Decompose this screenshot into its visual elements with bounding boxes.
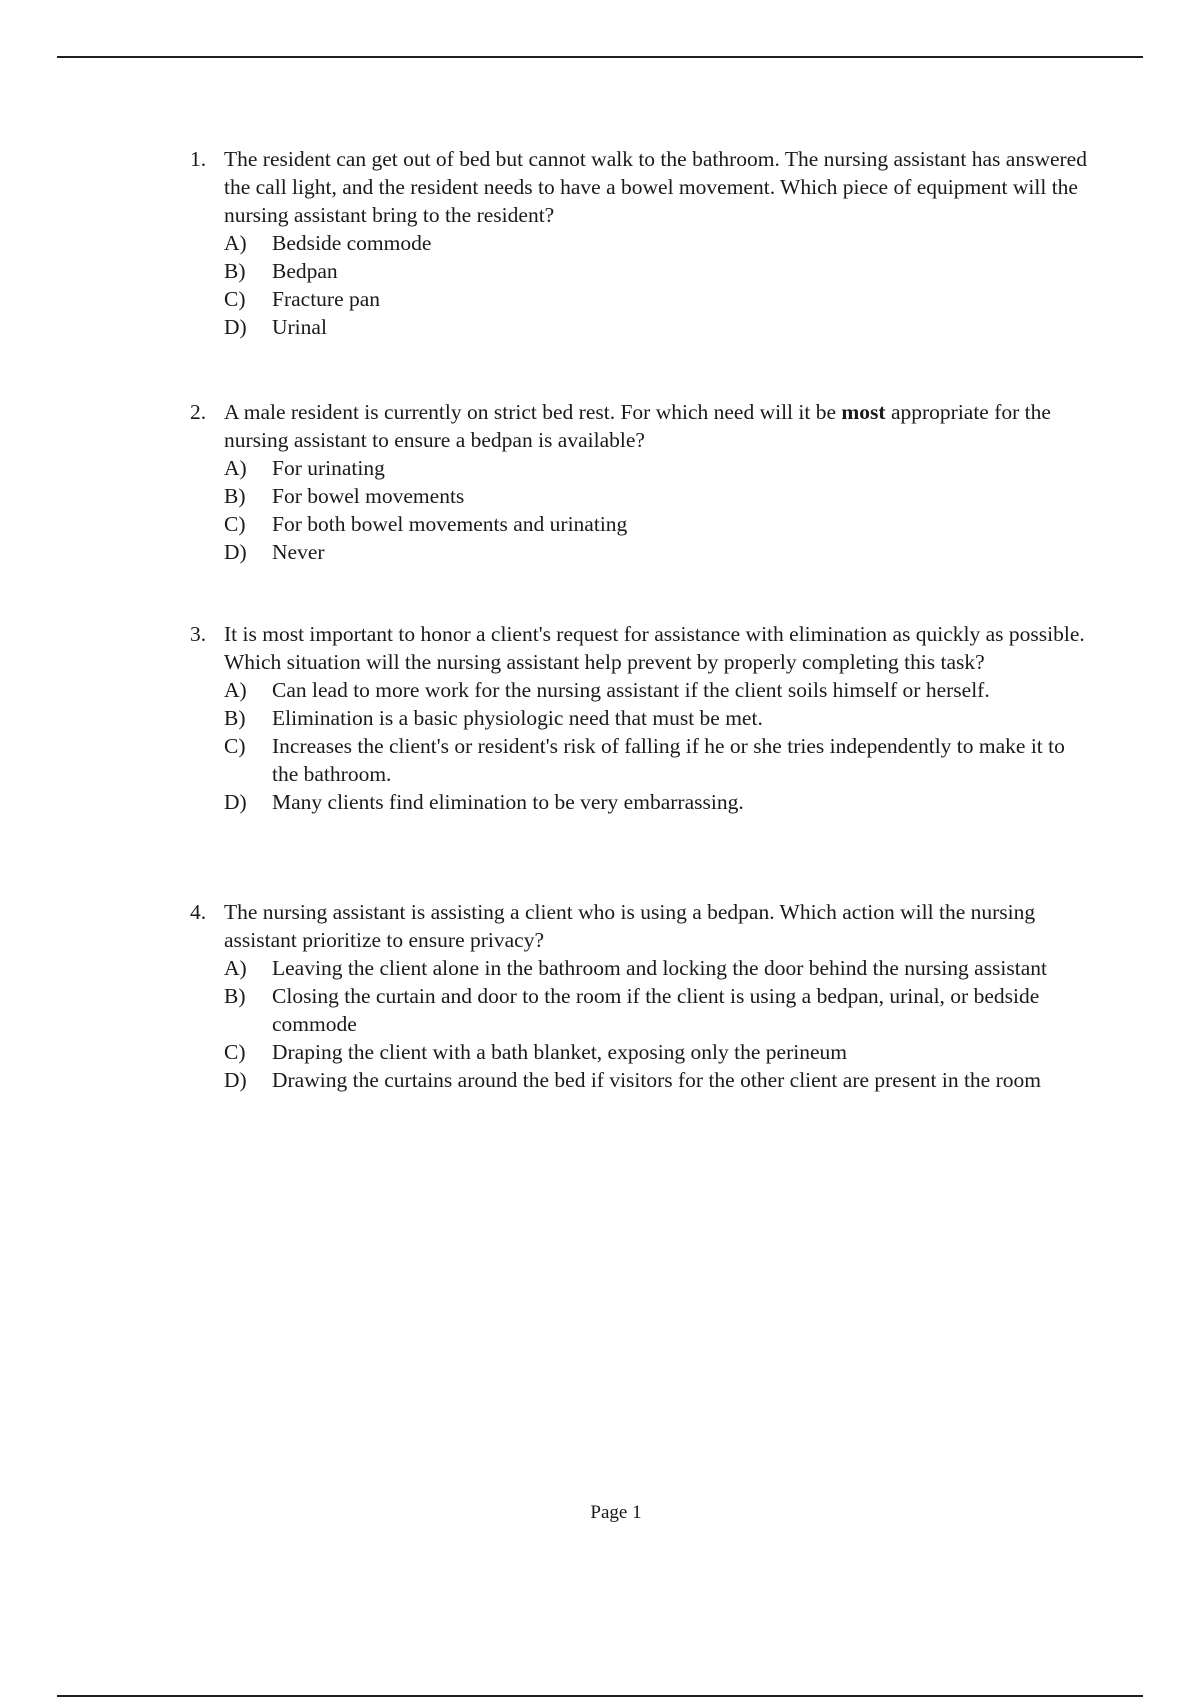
answer-options	[190, 454, 1090, 566]
option-a	[224, 676, 1090, 704]
option-letter: C)	[224, 1040, 246, 1064]
question-stem	[190, 898, 1090, 954]
option-letter: B)	[224, 259, 246, 283]
option-b	[224, 982, 1090, 1038]
option-text: Bedpan	[272, 259, 338, 283]
option-letter: B)	[224, 984, 246, 1008]
option-text: Never	[272, 540, 325, 564]
option-text: For both bowel movements and urinating	[272, 512, 628, 536]
option-letter: C)	[224, 734, 246, 758]
question-number: 4.	[190, 900, 207, 924]
header-rule	[57, 56, 1143, 58]
question-2	[190, 398, 1090, 566]
question-stem	[190, 145, 1090, 229]
option-b	[224, 482, 1090, 510]
option-text: Can lead to more work for the nursing assistant if the client soils himself or herself.	[272, 678, 990, 702]
option-letter: A)	[224, 956, 247, 980]
question-1	[190, 145, 1090, 341]
footer-rule	[57, 1695, 1143, 1697]
option-text: For urinating	[272, 456, 385, 480]
answer-options	[190, 676, 1090, 816]
option-text: Increases the client's or resident's risk of falling if he or she tries independently to make it to the bathroom.	[272, 734, 1065, 786]
option-d	[224, 538, 1090, 566]
option-text: Draping the client with a bath blanket, exposing only the perineum	[272, 1040, 847, 1064]
page-number: Page 1	[590, 1502, 642, 1523]
option-letter: B)	[224, 484, 246, 508]
option-c	[224, 1038, 1090, 1066]
question-stem	[190, 398, 1090, 454]
option-text: Urinal	[272, 315, 327, 339]
option-text: Fracture pan	[272, 287, 381, 311]
option-letter: A)	[224, 678, 247, 702]
option-d	[224, 788, 1090, 816]
question-text	[224, 398, 1090, 454]
option-text: Bedside commode	[272, 231, 432, 255]
question-text-emphasis: most	[841, 400, 886, 424]
option-d	[224, 1066, 1090, 1094]
option-text: For bowel movements	[272, 484, 465, 508]
option-b	[224, 704, 1090, 732]
option-letter: D)	[224, 540, 247, 564]
question-text: The nursing assistant is assisting a client who is using a bedpan. Which action will the nursing assistant prioritize to ensure privacy?	[224, 900, 1036, 952]
option-letter: A)	[224, 456, 247, 480]
option-a	[224, 454, 1090, 482]
option-a	[224, 954, 1090, 982]
option-text: Drawing the curtains around the bed if visitors for the other client are present in the room	[272, 1068, 1041, 1092]
question-number: 1.	[190, 147, 207, 171]
option-c	[224, 732, 1090, 788]
option-letter: D)	[224, 790, 247, 814]
option-c	[224, 510, 1090, 538]
option-d	[224, 313, 1090, 341]
question-number: 2.	[190, 400, 207, 424]
option-letter: D)	[224, 315, 247, 339]
option-text: Many clients find elimination to be very embarrassing.	[272, 790, 744, 814]
question-text-after: appropriate for the nursing assistant to ensure a bedpan is available?	[224, 400, 1051, 452]
option-letter: A)	[224, 231, 247, 255]
question-text: The resident can get out of bed but cannot walk to the bathroom. The nursing assistant has answered the call light, and the resident needs to have a bowel movement. Which piece of equipment will the nursing assistant bring to the resident?	[224, 147, 1087, 227]
option-a	[224, 229, 1090, 257]
question-3	[190, 620, 1090, 816]
question-4	[190, 898, 1090, 1094]
question-stem	[190, 620, 1090, 676]
question-text-before: A male resident is currently on strict bed rest. For which need will it be	[224, 400, 842, 424]
option-text: Leaving the client alone in the bathroom and locking the door behind the nursing assistant	[272, 956, 1048, 980]
option-letter: B)	[224, 706, 246, 730]
option-text: Closing the curtain and door to the room if the client is using a bedpan, urinal, or bedside commode	[272, 984, 1040, 1036]
answer-options	[190, 954, 1090, 1094]
option-letter: D)	[224, 1068, 247, 1092]
option-b	[224, 257, 1090, 285]
option-c	[224, 285, 1090, 313]
answer-options	[190, 229, 1090, 341]
option-letter: C)	[224, 287, 246, 311]
option-text: Elimination is a basic physiologic need that must be met.	[272, 706, 763, 730]
question-number: 3.	[190, 622, 207, 646]
option-letter: C)	[224, 512, 246, 536]
question-text: It is most important to honor a client's request for assistance with elimination as quickly as possible. Which situation will the nursing assistant help prevent by properly completing this task?	[224, 622, 1085, 674]
